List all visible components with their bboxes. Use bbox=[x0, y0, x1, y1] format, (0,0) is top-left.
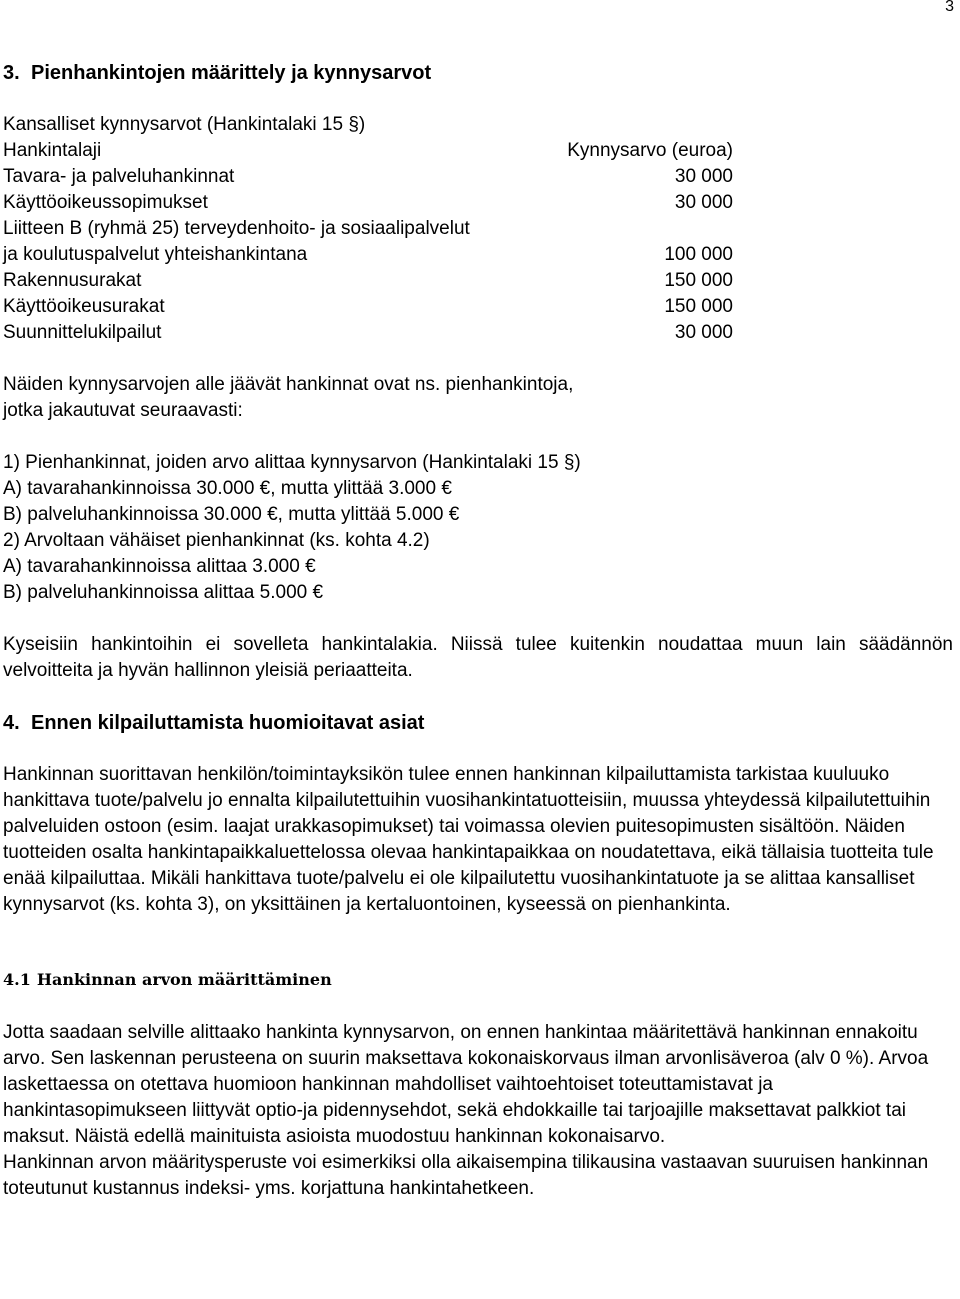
header-threshold: Kynnysarvo (euroa) bbox=[567, 140, 733, 161]
section-4-paragraph: Hankinnan suorittavan henkilön/toimintayksikön tulee ennen hankinnan kilpailuttamista tarkistaa kuuluuko hankittava tuote/palvelu jo ennalta kilpailutettuihin vuosihankintatuotteisiin, muussa yhteydessä kilpailutettuihin palveluiden ostoon (esim. laajat urakkasopimukset) tai voimassa olevien puitesopimusten sisältöön. Näiden tuotteiden osalta hankintapaikkaluettelossa olevaa hankintapaikkaa on noudatettava, eikä tällaisia tuotteita tule enää kilpailuttaa. Mikäli hankittava tuote/palvelu ei ole kilpailutettu vuosihankintatuote ja se alittaa kansalliset kynnysarvot (ks. kohta 3), on yksittäinen ja kertaluontoinen, kyseessä on pienhankinta. bbox=[3, 764, 934, 915]
list-item: B) palveluhankinnoissa alittaa 5.000 € bbox=[3, 582, 324, 603]
table-row bbox=[3, 294, 733, 320]
section-4-1-heading bbox=[3, 966, 953, 994]
list-item: A) tavarahankinnoissa alittaa 3.000 € bbox=[3, 556, 316, 577]
list-item: 2) Arvoltaan vähäiset pienhankinnat (ks. kohta 4.2) bbox=[3, 530, 430, 551]
thresholds-intro: Kansalliset kynnysarvot (Hankintalaki 15 §) bbox=[3, 114, 366, 135]
row-value: 30 000 bbox=[674, 192, 733, 213]
table-row bbox=[3, 190, 733, 216]
header-procurement-type: Hankintalaji bbox=[3, 140, 102, 161]
section-4-title: Ennen kilpailuttamista huomioitavat asiat bbox=[31, 712, 425, 734]
section-3-title: Pienhankintojen määrittely ja kynnysarvot bbox=[31, 62, 432, 84]
row-value: 30 000 bbox=[674, 166, 733, 187]
thresholds-table bbox=[3, 138, 733, 346]
row-label: Käyttöoikeussopimukset bbox=[3, 192, 208, 213]
table-row bbox=[3, 164, 733, 190]
table-row bbox=[3, 242, 733, 268]
section-4-1-number: 4.1 bbox=[3, 970, 31, 989]
below-threshold-text-line: Näiden kynnysarvojen alle jäävät hankinnat ovat ns. pienhankintoja, bbox=[3, 374, 574, 395]
table-row bbox=[3, 268, 733, 294]
section-4-1-paragraph-2: Hankinnan arvon määritysperuste voi esimerkiksi olla aikaisempina tilikausina vastaavan suuruisen hankinnan toteutunut kustannus indeksi- yms. korjattuna hankintahetkeen. bbox=[3, 1152, 929, 1199]
section-3-heading bbox=[3, 60, 953, 86]
list-item: B) palveluhankinnoissa 30.000 €, mutta ylittää 5.000 € bbox=[3, 504, 460, 525]
row-value: 150 000 bbox=[664, 270, 733, 291]
section-3-number: 3. bbox=[3, 62, 20, 84]
row-label: Liitteen B (ryhmä 25) terveydenhoito- ja sosiaalipalvelut bbox=[3, 218, 470, 239]
row-value: 100 000 bbox=[664, 244, 733, 265]
row-label: Käyttöoikeusurakat bbox=[3, 296, 165, 317]
document-body bbox=[3, 60, 953, 1202]
table-row bbox=[3, 216, 733, 242]
below-threshold-text-line: jotka jakautuvat seuraavasti: bbox=[3, 400, 243, 421]
list-item: A) tavarahankinnoissa 30.000 €, mutta ylittää 3.000 € bbox=[3, 478, 452, 499]
row-label: Suunnittelukilpailut bbox=[3, 322, 162, 343]
table-row bbox=[3, 320, 733, 346]
section-4-number: 4. bbox=[3, 712, 20, 734]
thresholds-table-header bbox=[3, 138, 733, 164]
row-label: Rakennusurakat bbox=[3, 270, 142, 291]
section-4-heading bbox=[3, 710, 953, 736]
section-4-1-title: Hankinnan arvon määrittäminen bbox=[36, 970, 332, 989]
list-item: 1) Pienhankinnat, joiden arvo alittaa kynnysarvon (Hankintalaki 15 §) bbox=[3, 452, 581, 473]
row-label: Tavara- ja palveluhankinnat bbox=[3, 166, 235, 187]
row-label: ja koulutuspalvelut yhteishankintana bbox=[3, 244, 308, 265]
row-value bbox=[603, 216, 733, 242]
section-4-1-paragraph: Jotta saadaan selville alittaako hankinta kynnysarvon, on ennen hankintaa määritettävä hankinnan ennakoitu arvo. Sen laskennan perusteena on suurin maksettava kokonaiskorvaus ilman arvonlisäveroa (alv 0 %). Arvoa laskettaessa on otettava huomioon hankinnan mahdolliset vaihtoehtoiset toteuttamistavat ja hankintasopimukseen liittyvät optio-ja pidennysehdot, sekä ehdokkaille tai tarjoajille maksettavat palkkiot tai maksut. Näistä edellä mainituista asioista muodostuu hankinnan kokonaisarvo. bbox=[3, 1022, 929, 1147]
row-value: 150 000 bbox=[664, 296, 733, 317]
page-number: 3 bbox=[945, 0, 954, 15]
small-procurement-list bbox=[3, 450, 953, 606]
section-3-closing-paragraph: Kyseisiin hankintoihin ei sovelleta hankintalakia. Niissä tulee kuitenkin noudattaa muun lain säädännön velvoitteita ja hyvän hallinnon yleisiä periaatteita. bbox=[3, 634, 953, 681]
row-value: 30 000 bbox=[674, 322, 733, 343]
